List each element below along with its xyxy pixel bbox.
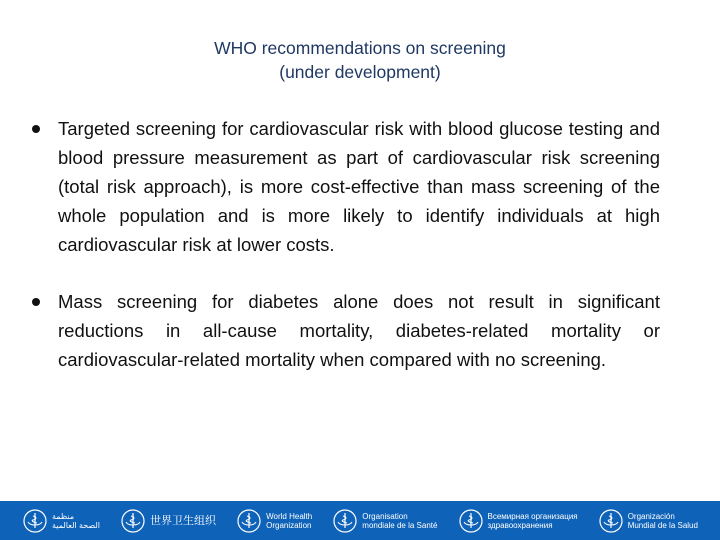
logo-text-line-2: здравоохранения bbox=[487, 520, 553, 530]
who-logo-russian bbox=[458, 508, 578, 534]
title-line-2: (under development) bbox=[279, 62, 441, 82]
slide-title bbox=[0, 36, 720, 84]
who-emblem-icon bbox=[598, 508, 624, 534]
who-footer-band bbox=[0, 501, 720, 540]
logo-text-line-2: Mundial de la Salud bbox=[627, 520, 698, 530]
who-logo-french bbox=[332, 508, 437, 534]
logo-text-line-1: Organisation bbox=[362, 511, 408, 521]
bullet-item bbox=[30, 114, 660, 259]
logo-text-line-2: Organization bbox=[266, 520, 312, 530]
who-logo-english bbox=[236, 508, 312, 534]
bullet-dot-icon bbox=[32, 298, 40, 306]
who-emblem-icon bbox=[236, 508, 262, 534]
logo-text-line-1: Organización bbox=[627, 511, 675, 521]
logo-text-line-1: World Health bbox=[266, 511, 313, 521]
bullet-list bbox=[30, 114, 660, 374]
who-logo-chinese bbox=[120, 508, 216, 534]
bullet-text: Mass screening for diabetes alone does not result in significant reductions in all-cause mortality, diabetes-related mortality or cardiovascular-related mortality when compared with no screening. bbox=[58, 291, 660, 370]
who-emblem-icon bbox=[332, 508, 358, 534]
who-logo-spanish bbox=[598, 508, 698, 534]
bullet-dot-icon bbox=[32, 125, 40, 133]
logo-text-line-2: الصحة العالمية bbox=[52, 520, 100, 530]
who-emblem-icon bbox=[22, 508, 48, 534]
bullet-text: Targeted screening for cardiovascular risk with blood glucose testing and blood pressure measurement as part of cardiovascular risk screening (total risk approach), is more cost-effective than mass screening of the whole population and is more likely to identify individuals at high cardiovascular risk at lower costs. bbox=[58, 118, 660, 255]
who-logo-arabic bbox=[22, 508, 100, 534]
logo-text-line-1: منظمة bbox=[52, 511, 75, 521]
who-emblem-icon bbox=[458, 508, 484, 534]
logo-text-line-2: mondiale de la Santé bbox=[362, 520, 438, 530]
title-line-1: WHO recommendations on screening bbox=[214, 38, 506, 58]
bullet-item bbox=[30, 287, 660, 374]
logo-text-line-1: Всемирная организация bbox=[487, 511, 578, 521]
who-emblem-icon bbox=[120, 508, 146, 534]
logo-text-line-1: 世界卫生组织 bbox=[150, 514, 217, 527]
